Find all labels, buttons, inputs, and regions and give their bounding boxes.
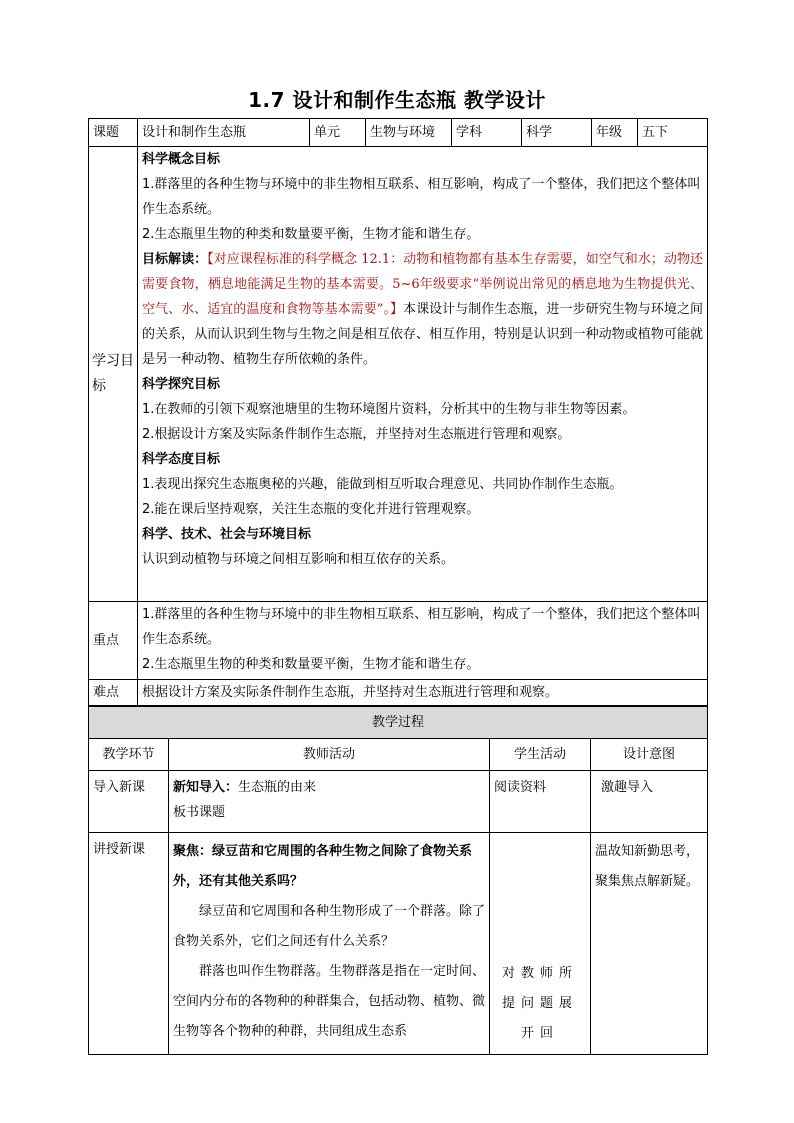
teaching-process-table — [88, 706, 708, 1055]
row1-teacher-bold: 新知导入： — [173, 780, 239, 795]
col-student-header: 学生活动 — [490, 739, 591, 771]
concept-item-1: 1.群落里的各种生物与环境中的非生物相互联系、相互影响，构成了一个整体，我们把这个整体叫作生态系统。 — [142, 177, 701, 217]
row2-student-text: 对教师所提问题展开回 — [501, 966, 578, 1041]
row2-student — [490, 833, 591, 1055]
goals-cell — [138, 147, 708, 602]
key-point-1: 1.群落里的各种生物与环境中的非生物相互联系、相互影响，构成了一个整体，我们把这个整体叫作生态系统。 — [142, 607, 701, 647]
goal-interpretation — [142, 247, 703, 372]
key-point-2: 2.生态瓶里生物的种类和数量要平衡，生物才能和谐生存。 — [142, 657, 480, 672]
inquiry-heading: 科学探究目标 — [142, 377, 221, 392]
subject-label: 学科 — [452, 119, 522, 147]
row2-teacher-p2: 群落也叫作生物群落。生物群落是指在一定时间、空间内分布的各物种的种群集合，包括动物、植物、微生物等各个物种的种群，共同组成生态系 — [173, 964, 486, 1039]
key-points-label: 重点 — [89, 602, 138, 680]
subject-value: 科学 — [522, 119, 592, 147]
grade-label: 年级 — [592, 119, 638, 147]
interpretation-label: 目标解读： — [142, 252, 208, 267]
row2-teacher-p1: 绿豆苗和它周围和各种生物形成了一个群落。除了食物关系外，它们之间还有什么关系？ — [173, 904, 486, 949]
row2-teacher-focus: 聚焦：绿豆苗和它周围的各种生物之间除了食物关系外，还有其他关系吗？ — [173, 844, 473, 889]
difficulty-label: 难点 — [89, 680, 138, 706]
concept-item-2: 2.生态瓶里生物的种类和数量要平衡，生物才能和谐生存。 — [142, 227, 480, 242]
topic-value: 设计和制作生态瓶 — [138, 119, 310, 147]
col-stage-header: 教学环节 — [89, 739, 169, 771]
interpretation-text: 本课设计与制作生态瓶，进一步研究生物与环境之间的关系，从而认识到生物与生物之间是相互依存、相互作用，特别是认识到一种动物或植物可能就是另一种动物、植物生存所依赖的条件。 — [142, 302, 703, 367]
inquiry-item-2: 2.根据设计方案及实际条件制作生态瓶，并坚持对生态瓶进行管理和观察。 — [142, 427, 571, 442]
key-points-cell — [138, 602, 708, 680]
unit-label: 单元 — [310, 119, 366, 147]
concept-heading: 科学概念目标 — [142, 152, 221, 167]
row2-teacher — [169, 833, 490, 1055]
row1-intent: 激趣导入 — [591, 771, 708, 833]
attitude-item-2: 2.能在课后坚持观察，关注生态瓶的变化并进行管理观察。 — [142, 502, 480, 517]
row1-teacher-text: 生态瓶的由来 — [238, 780, 317, 795]
row1-stage: 导入新课 — [89, 771, 169, 833]
sts-heading: 科学、技术、社会与环境目标 — [142, 527, 312, 542]
attitude-heading: 科学态度目标 — [142, 452, 221, 467]
lesson-info-table — [88, 118, 708, 706]
inquiry-item-1: 1.在教师的引领下观察池塘里的生物环境图片资料，分析其中的生物与非生物等因素。 — [142, 402, 636, 417]
unit-value: 生物与环境 — [366, 119, 452, 147]
row1-teacher — [169, 771, 490, 833]
row1-teacher-line2: 板书课题 — [173, 805, 226, 820]
row2-intent: 温故知新勤思考，聚集焦点解新疑。 — [591, 833, 708, 1055]
attitude-item-1: 1.表现出探究生态瓶奥秘的兴趣，能做到相互听取合理意见、共同协作制作生态瓶。 — [142, 477, 623, 492]
row2-stage: 讲授新课 — [89, 833, 169, 1055]
goals-label: 学习目标 — [89, 147, 138, 602]
topic-label: 课题 — [89, 119, 138, 147]
grade-value: 五下 — [638, 119, 708, 147]
col-intent-header: 设计意图 — [591, 739, 708, 771]
row1-student: 阅读资料 — [490, 771, 591, 833]
col-teacher-header: 教师活动 — [169, 739, 490, 771]
sts-item-1: 认识到动植物与环境之间相互影响和相互依存的关系。 — [142, 552, 455, 567]
difficulty-text: 根据设计方案及实际条件制作生态瓶，并坚持对生态瓶进行管理和观察。 — [138, 680, 708, 706]
interpretation-standard: 【对应课程标准的科学概念 12.1：动物和植物都有基本生存需要，如空气和水；动物还需要食物，栖息地能满足生物的基本需要。5~6年级要求“举例说出常见的栖息地为生物提供光、空气、水、适宜的温度和食物等基本需要”。】 — [142, 252, 703, 317]
page-title: 1.7 设计和制作生态瓶 教学设计 — [248, 88, 546, 112]
process-title: 教学过程 — [89, 707, 708, 739]
